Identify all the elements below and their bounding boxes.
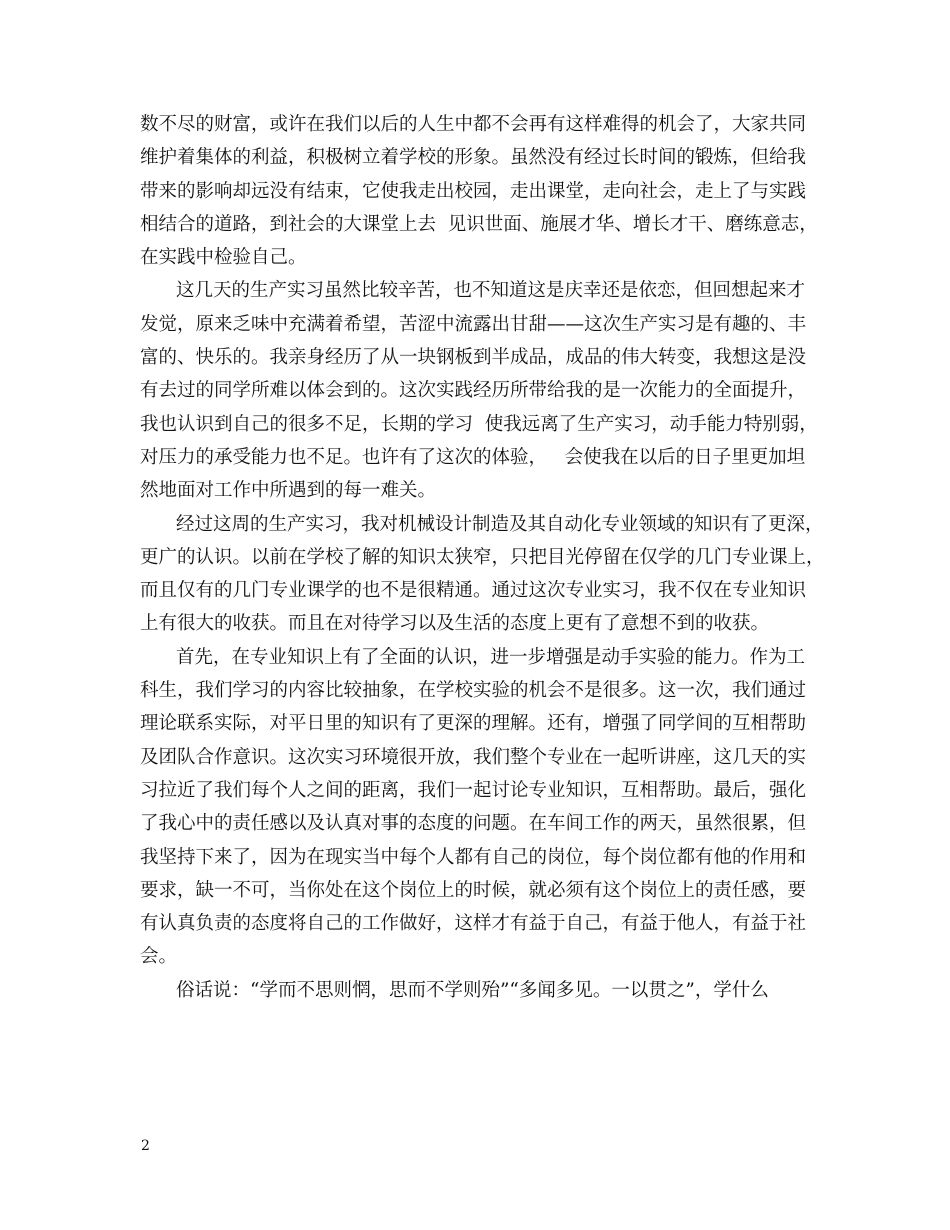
paragraph-first-line: 首先，在专业知识上有了全面的认识，进一步增强是动手实验的能力。作为工	[176, 646, 806, 668]
text-line: 我也认识到自己的很多不足，长期的学习 使我远离了生产实习，动手能力特别弱，	[140, 413, 818, 435]
text-line: 有去过的同学所难以体会到的。这次实践经历所带给我的是一次能力的全面提升，	[140, 380, 807, 402]
page-number: 2	[141, 1138, 150, 1154]
paragraph-first-line: 经过这周的生产实习，我对机械设计制造及其自动化专业领域的知识有了更深，	[176, 513, 824, 535]
text-line: 习拉近了我们每个人之间的距离，我们一起讨论专业知识，互相帮助。最后，强化	[140, 779, 807, 801]
text-line: 科生，我们学习的内容比较抽象，在学校实验的机会不是很多。这一次，我们通过	[140, 680, 807, 702]
text-line: 及团队合作意识。这次实习环境很开放，我们整个专业在一起听讲座，这几天的实	[140, 746, 807, 768]
text-line: 对压力的承受能力也不足。也许有了这次的体验， 会使我在以后的日子里更加坦	[140, 446, 806, 468]
text-line: 维护着集体的利益，积极树立着学校的形象。虽然没有经过长时间的锻炼，但给我	[140, 147, 807, 169]
paragraph-first-line: 俗话说：“学而不思则惘，思而不学则殆”“多闻多见。一以贯之”，学什么	[176, 979, 769, 1001]
text-line: 而且仅有的几门专业课学的也不是很精通。通过这次专业实习，我不仅在专业知识	[140, 580, 807, 602]
body-text	[140, 108, 830, 1007]
text-line: 带来的影响却远没有结束，它使我走出校园，走出课堂，走向社会，走上了与实践	[140, 180, 807, 202]
paragraph-first-line: 这几天的生产实习虽然比较辛苦，也不知道这是庆幸还是依恋，但回想起来才	[176, 280, 806, 302]
text-line: 发觉，原来乏味中充满着希望，苦涩中流露出甘甜——这次生产实习是有趣的、丰	[140, 313, 807, 335]
text-line: 上有很大的收获。而且在对待学习以及生活的态度上更有了意想不到的收获。	[140, 613, 770, 635]
text-line: 在实践中检验自己。	[140, 247, 307, 269]
text-line: 更广的认识。以前在学校了解的知识太狭窄，只把目光停留在仅学的几门专业课上，	[140, 546, 825, 568]
text-line: 有认真负责的态度将自己的工作做好，这样才有益于自己，有益于他人，有益于社	[140, 913, 807, 935]
text-line: 然地面对工作中所遇到的每一难关。	[140, 480, 437, 502]
text-line: 我坚持下来了，因为在现实当中每个人都有自己的岗位，每个岗位都有他的作用和	[140, 846, 807, 868]
text-line: 会。	[140, 946, 178, 968]
text-line: 要求，缺一不可，当你处在这个岗位上的时候，就必须有这个岗位上的责任感，要	[140, 879, 807, 901]
text-line: 了我心中的责任感以及认真对事的态度的问题。在车间工作的两天，虽然很累，但	[140, 813, 807, 835]
text-line: 富的、快乐的。我亲身经历了从一块钢板到半成品，成品的伟大转变，我想这是没	[140, 347, 807, 369]
text-line: 理论联系实际，对平日里的知识有了更深的理解。还有，增强了同学间的互相帮助	[140, 713, 807, 735]
text-line: 相结合的道路，到社会的大课堂上去 见识世面、施展才华、增长才干、磨练意志，	[140, 213, 818, 235]
text-line: 数不尽的财富，或许在我们以后的人生中都不会再有这样难得的机会了，大家共同	[140, 114, 807, 135]
